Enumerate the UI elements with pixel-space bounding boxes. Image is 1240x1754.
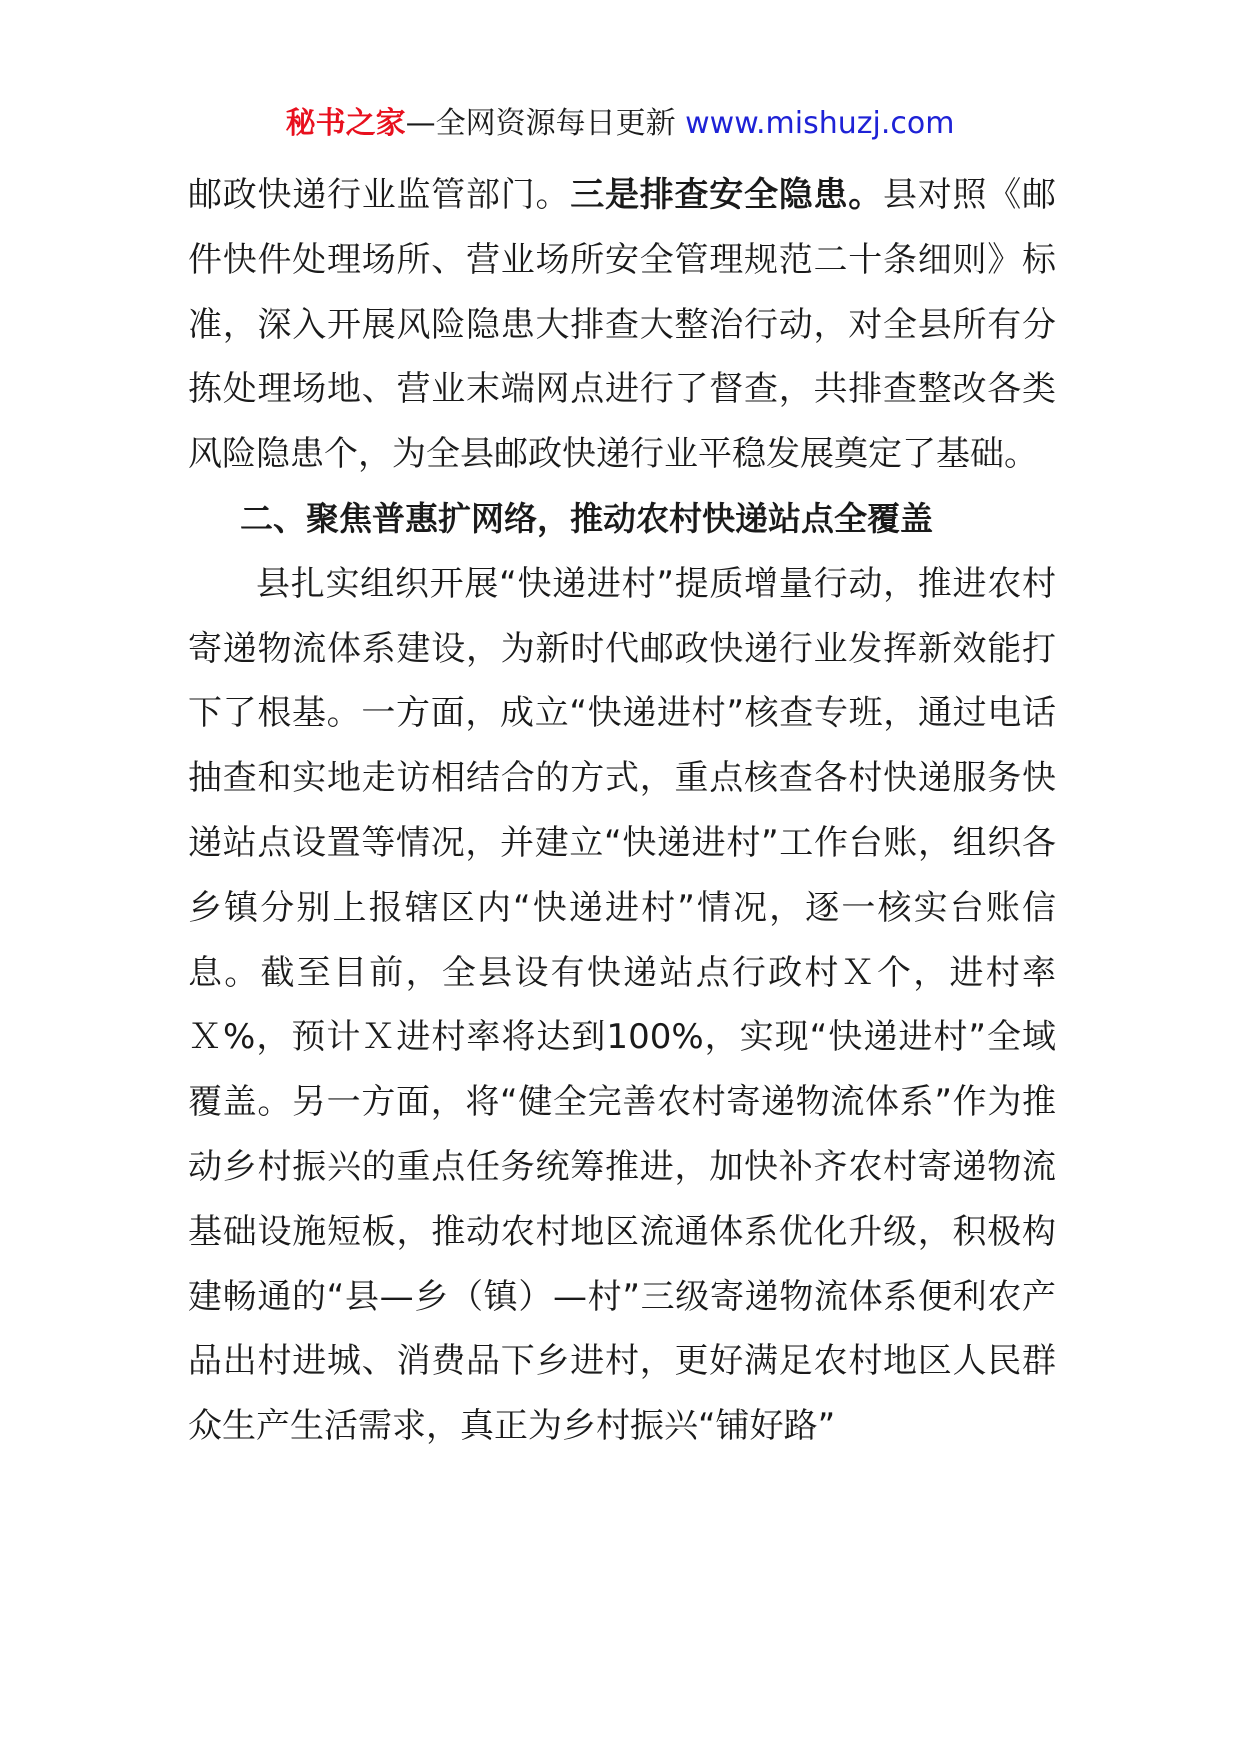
document-body	[188, 163, 1056, 1459]
paragraph-1	[188, 163, 1056, 487]
header-brand: 秘书之家	[285, 106, 406, 141]
header-url-link[interactable]: www.mishuzj.com	[685, 106, 955, 141]
paragraph-1-lead: 邮政快递行业监管部门。	[188, 175, 571, 215]
paragraph-2: 县扎实组织开展“快递进村”提质增量行动，推进农村寄递物流体系建设，为新时代邮政快递行业发挥新效能打下了根基。一方面，成立“快递进村”核查专班，通过电话抽查和实地走访相结合的方式，重点核查各村快递服务快递站点设置等情况，并建立“快递进村”工作台账，组织各乡镇分别上报辖区内“快递进村”情况，逐一核实台账信息。截至目前，全县设有快递站点行政村Ｘ个，进村率Ｘ%，预计Ｘ进村率将达到100%，实现“快递进村”全域覆盖。另一方面，将“健全完善农村寄递物流体系”作为推动乡村振兴的重点任务统筹推进，加快补齐农村寄递物流基础设施短板，推动农村地区流通体系优化升级，积极构建畅通的“县—乡（镇）—村”三级寄递物流体系便利农产品出村进城、消费品下乡进村，更好满足农村地区人民群众生产生活需求，真正为乡村振兴“铺好路”	[188, 563, 1056, 1447]
page-header	[0, 98, 1240, 150]
paragraph-1-rest: 县对照《邮件快件处理场所、营业场所安全管理规范二十条细则》标准，深入开展风险隐患大排查大整治行动，对全县所有分拣处理场地、营业末端网点进行了督查，共排查整改各类风险隐患个，为全县邮政快递行业平稳发展奠定了基础。	[188, 175, 1056, 475]
paragraph-1-bold-phrase: 三是排查安全隐患。	[570, 175, 883, 215]
section-heading-2: 二、聚焦普惠扩网络，推动农村快递站点全覆盖	[240, 498, 933, 538]
header-tagline: —全网资源每日更新	[405, 106, 686, 141]
